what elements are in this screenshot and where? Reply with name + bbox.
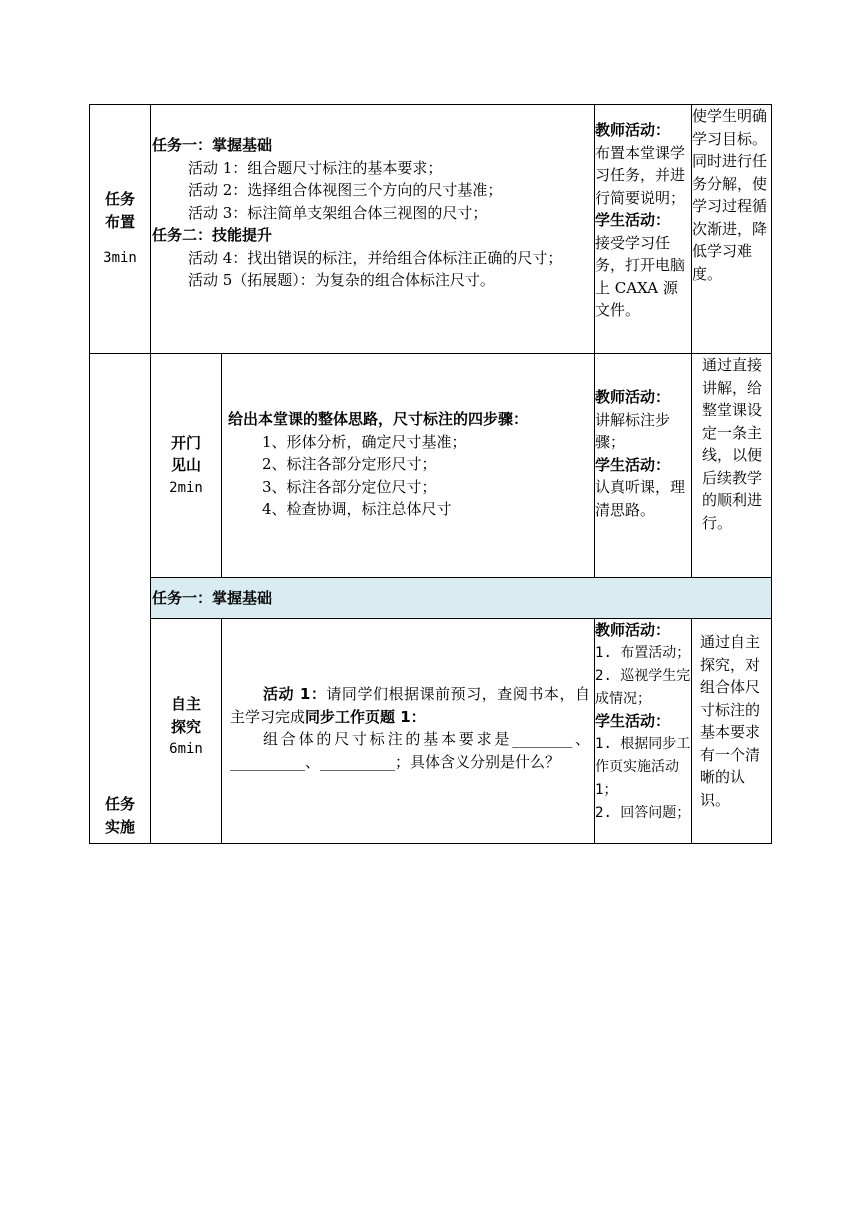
student-item: 1. 根据同步工作页实施活动 1； <box>595 736 691 798</box>
lesson-plan-table <box>89 104 772 844</box>
sub-label-line2: 见山 <box>170 456 201 475</box>
teacher-activity-text: 布置本堂课学习任务，并进行简要说明； <box>595 143 686 207</box>
section-label-line2: 布置 <box>104 212 135 231</box>
activity-3: 活动 3：标注简单支架组合体三视图的尺寸； <box>188 203 488 222</box>
steps-heading: 给出本堂课的整体思路，尺寸标注的四步骤： <box>228 410 529 428</box>
sub-label-line1: 自主 <box>170 695 201 713</box>
activity-text: 请同学们根据课前预习，查阅书本，自主学习完成 <box>230 685 590 726</box>
duration-label: 2min <box>169 479 203 496</box>
student-item: 2. 回答问题； <box>595 805 691 821</box>
duration-label: 3min <box>103 250 137 267</box>
table-row-subheading <box>90 578 772 619</box>
section-label-line1: 任务 <box>104 795 135 813</box>
teacher-student-cell <box>595 619 692 844</box>
teacher-activity-label: 教师活动： <box>595 388 671 406</box>
teacher-activity-label: 教师活动： <box>595 121 671 139</box>
task1-heading: 任务一：掌握基础 <box>152 588 273 607</box>
student-activity-label: 学生活动： <box>595 455 671 474</box>
question-paragraph <box>230 728 590 773</box>
teacher-activity-label: 教师活动： <box>595 621 671 639</box>
section-label-line2: 实施 <box>104 817 135 836</box>
sub-label-line1: 开门 <box>170 433 201 452</box>
activity-2: 活动 2：选择组合体视图三个方向的尺寸基准； <box>188 181 503 199</box>
answer-blank[interactable]: ________ <box>512 730 573 748</box>
step-item: 2、标注各部分定形尺寸； <box>262 455 437 473</box>
student-activity-label: 学生活动： <box>595 211 671 229</box>
section-label-line1: 任务 <box>104 190 135 209</box>
task-content-cell <box>151 105 595 354</box>
separator: 、 <box>572 730 590 748</box>
activity-paragraph <box>230 683 590 728</box>
step-item: 1、形体分析，确定尺寸基准； <box>262 432 467 451</box>
activity-5: 活动 5（拓展题）：为复杂的组合体标注尺寸。 <box>188 271 495 289</box>
table-row-task-assignment <box>90 105 772 354</box>
duration-label: 6min <box>169 741 203 757</box>
sub-label-line2: 探究 <box>170 717 201 736</box>
table-row-opening <box>90 354 772 578</box>
section-label-cell <box>90 354 151 844</box>
teacher-item: 2. 巡视学生完成情况； <box>595 668 691 707</box>
content-cell <box>222 619 595 844</box>
step-item: 3、标注各部分定位尺寸； <box>262 477 437 496</box>
teacher-activity-text: 讲解标注步骤； <box>595 410 671 451</box>
design-intent-cell <box>692 619 772 844</box>
section-label-cell <box>90 105 151 354</box>
student-activity-text: 认真听课，理清思路。 <box>595 478 686 519</box>
design-intent-text: 通过直接讲解，给整堂课设定一条主线，以便后续教学的顺利进行。 <box>702 356 763 532</box>
design-intent-cell <box>692 354 772 578</box>
teacher-student-cell <box>595 105 692 354</box>
sub-label-cell <box>151 354 222 578</box>
question-text: ；具体含义分别是什么？ <box>395 752 561 771</box>
teacher-student-cell <box>595 354 692 578</box>
activity-1: 活动 1：组合题尺寸标注的基本要求； <box>188 158 443 177</box>
table-row-self-study <box>90 619 772 844</box>
step-item: 4、检查协调，标注总体尺寸 <box>262 500 452 518</box>
design-intent-cell <box>692 105 772 354</box>
worksheet-label: 同步工作页题 1： <box>305 707 426 726</box>
task2-heading: 任务二：技能提升 <box>152 226 273 244</box>
student-activity-text: 接受学习任务，打开电脑上 CAXA 源文件。 <box>595 233 686 319</box>
design-intent-text: 通过自主探究，对组合体尺寸标注的基本要求有一个清晰的认识。 <box>700 633 761 809</box>
sub-label-cell <box>151 619 222 844</box>
question-text: 组合体的尺寸标注的基本要求是 <box>263 730 513 748</box>
teacher-item: 1. 布置活动； <box>595 645 691 661</box>
separator: 、 <box>305 752 321 771</box>
design-intent-text: 使学生明确学习目标。同时进行任务分解，使学习过程循次渐进，降低学习难度。 <box>692 107 768 283</box>
answer-blank[interactable]: __________ <box>320 752 396 771</box>
student-activity-label: 学生活动： <box>595 712 671 730</box>
task-heading-cell <box>151 578 772 619</box>
content-cell <box>222 354 595 578</box>
activity-label: 活动 1： <box>263 685 327 703</box>
task1-heading: 任务一：掌握基础 <box>152 136 273 154</box>
activity-4: 活动 4：找出错误的标注，并给组合体标注正确的尺寸； <box>188 248 563 267</box>
answer-blank[interactable]: __________ <box>230 752 305 771</box>
